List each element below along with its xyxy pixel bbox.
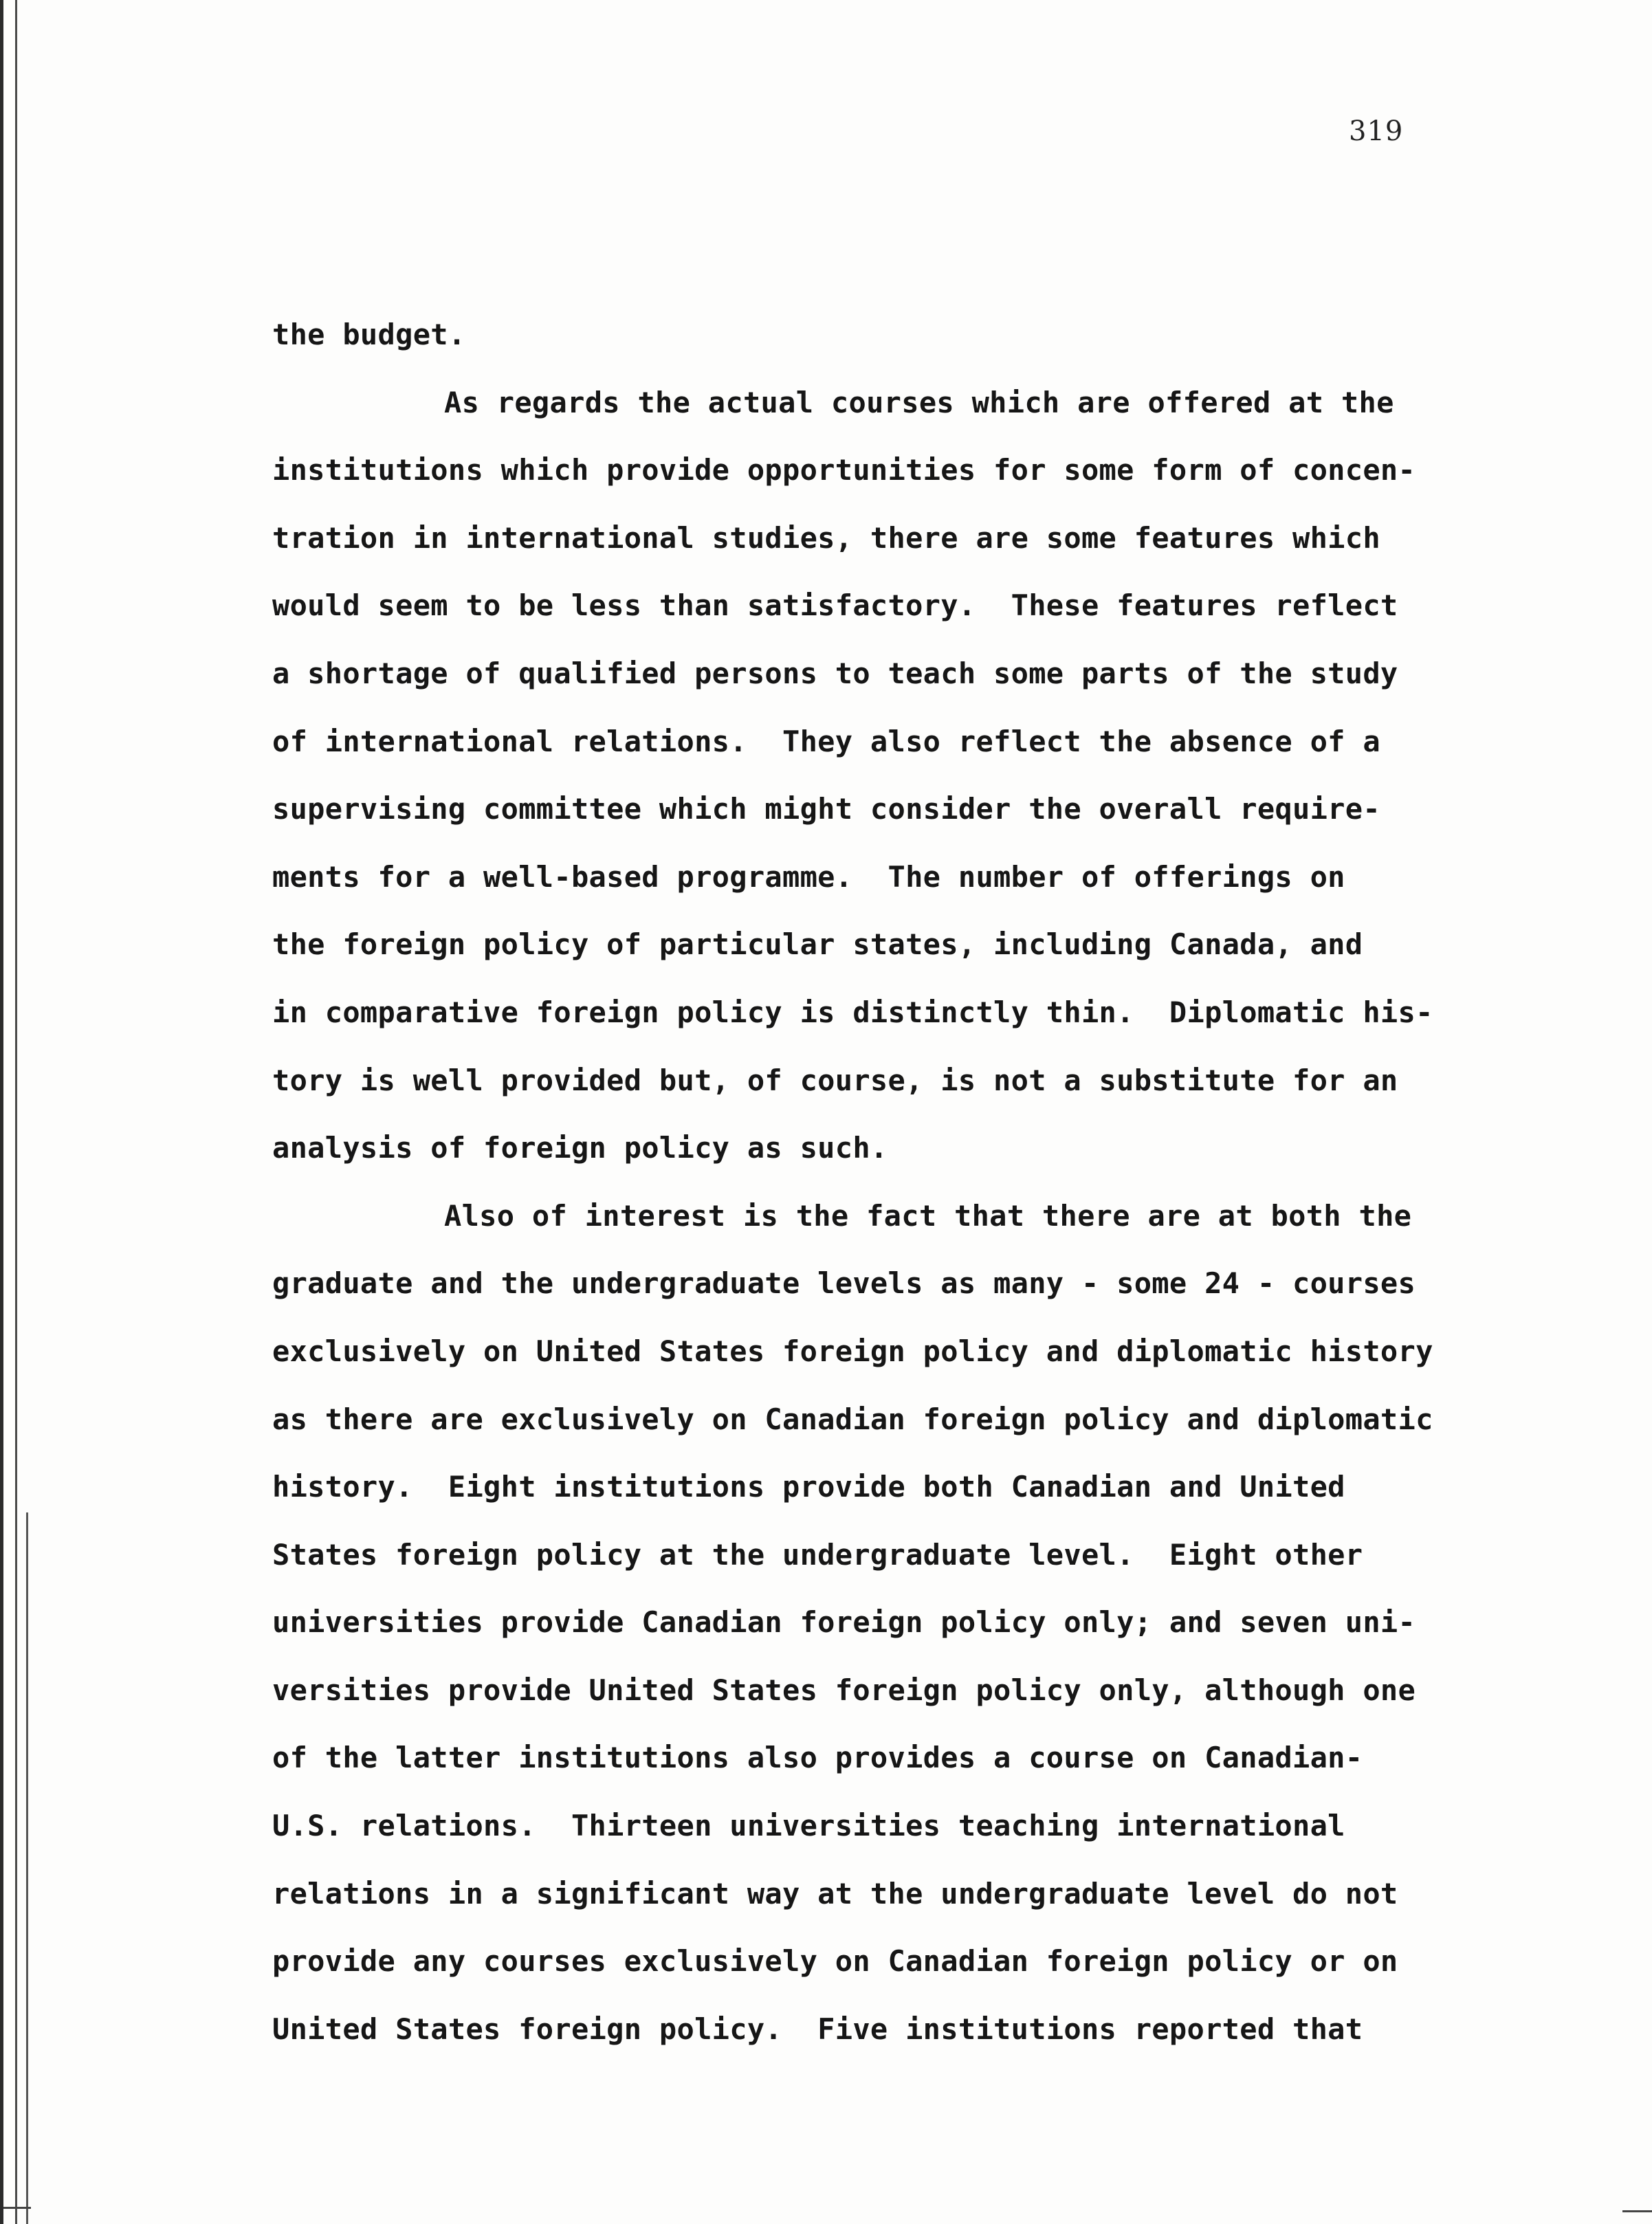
text-line: United States foreign policy. Five institutions reported that <box>272 2012 1363 2046</box>
page-number: 319 <box>1349 115 1404 147</box>
text-line: tration in international studies, there are some features which <box>272 520 1380 555</box>
text-line: tory is well provided but, of course, is not a substitute for an <box>272 1063 1398 1097</box>
text-line: institutions which provide opportunities for some form of concen- <box>272 453 1416 487</box>
text-line: analysis of foreign policy as such. <box>272 1131 888 1165</box>
text-line: of international relations. They also reflect the absence of a <box>272 724 1380 758</box>
text-line: universities provide Canadian foreign policy only; and seven uni- <box>272 1605 1416 1640</box>
text-line: As regards the actual courses which are offered at the <box>444 385 1394 419</box>
text-line: Also of interest is the fact that there are at both the <box>444 1198 1412 1233</box>
text-line: relations in a significant way at the undergraduate level do not <box>272 1876 1398 1911</box>
text-line: as there are exclusively on Canadian foreign policy and diplomatic <box>272 1402 1433 1436</box>
text-line: history. Eight institutions provide both Canadian and United <box>272 1470 1345 1504</box>
binding-edge-line <box>0 0 3 2224</box>
text-line: a shortage of qualified persons to teach some parts of the study <box>272 656 1398 690</box>
text-line: exclusively on United States foreign policy and diplomatic history <box>272 1334 1433 1368</box>
text-line: in comparative foreign policy is distinctly thin. Diplomatic his- <box>272 995 1433 1029</box>
scan-edge-mark <box>1622 2210 1652 2212</box>
text-line: would seem to be less than satisfactory. These features reflect <box>272 588 1398 623</box>
text-line: ments for a well-based programme. The number of offerings on <box>272 859 1345 894</box>
text-line: provide any courses exclusively on Canadian foreign policy or on <box>272 1944 1398 1979</box>
text-line: versities provide United States foreign policy only, although one <box>272 1673 1416 1707</box>
text-line: States foreign policy at the undergraduate level. Eight other <box>272 1537 1363 1572</box>
text-line: the foreign policy of particular states, including Canada, and <box>272 927 1363 962</box>
text-line: supervising committee which might consider the overall require- <box>272 792 1380 826</box>
binding-edge-line <box>26 1512 28 2224</box>
body-text <box>272 301 1441 2063</box>
binding-edge-line <box>15 0 17 2224</box>
text-line: of the latter institutions also provides a course on Canadian- <box>272 1741 1363 1775</box>
scan-edge-mark <box>3 2207 31 2209</box>
text-line: graduate and the undergraduate levels as many - some 24 - courses <box>272 1266 1416 1301</box>
text-line: the budget. <box>272 318 466 351</box>
text-line: U.S. relations. Thirteen universities teaching international <box>272 1809 1345 1843</box>
